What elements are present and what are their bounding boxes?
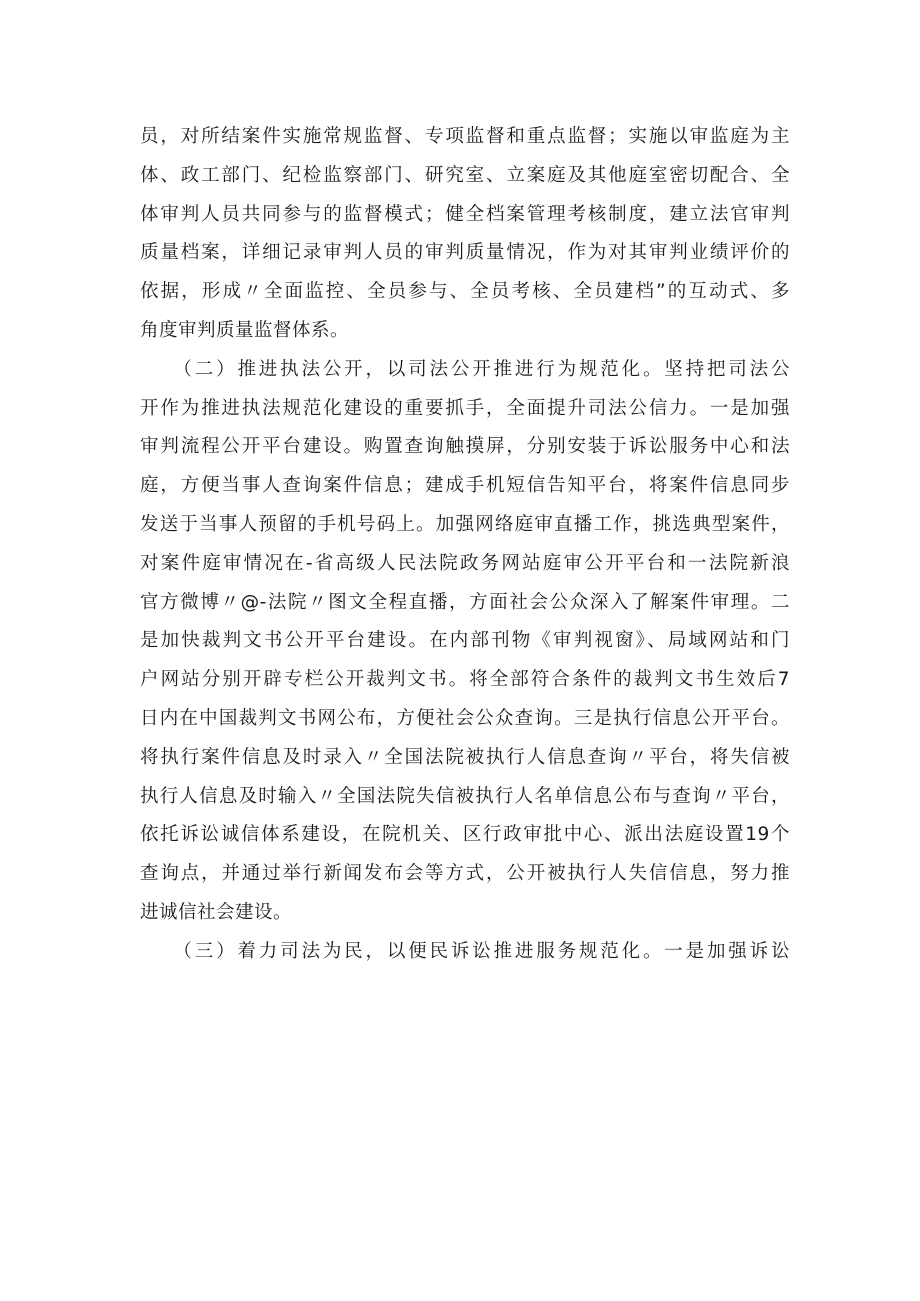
text-line: 将执行案件信息及时录入〃全国法院被执行人信息查询〃平台，将失信被 — [140, 746, 790, 768]
text-line: 员，对所结案件实施常规监督、专项监督和重点监督；实施以审监庭为主 — [140, 126, 790, 147]
text-line: 体审判人员共同参与的监督模式；健全档案管理考核制度，建立法官审判 — [140, 203, 790, 225]
text-line: 日内在中国裁判文书网公布，方便社会公众查询。三是执行信息公开平台。 — [140, 707, 790, 729]
text-line: 体、政工部门、纪检监察部门、研究室、立案庭及其他庭室密切配合、全 — [140, 164, 790, 186]
text-line: 开作为推进执法规范化建设的重要抓手，全面提升司法公信力。一是加强 — [140, 397, 790, 419]
text-line: （三）着力司法为民，以便民诉讼推进服务规范化。一是加强诉讼 — [140, 940, 790, 962]
text-line: 审判流程公开平台建设。购置查询触摸屏，分别安装于诉讼服务中心和法 — [140, 436, 790, 458]
text-line: （二）推进执法公开，以司法公开推进行为规范化。坚持把司法公 — [140, 358, 790, 380]
text-line: 角度审判质量监督体系。 — [140, 319, 350, 341]
text-line: 查询点，并通过举行新闻发布会等方式，公开被执行人失信信息，努力推 — [140, 863, 790, 885]
text-line: 户网站分别开辟专栏公开裁判文书。将全部符合条件的裁判文书生效后7 — [140, 669, 790, 691]
text-line: 进诚信社会建设。 — [140, 901, 293, 923]
text-line: 依据，形成〃全面监控、全员参与、全员考核、全员建档”的互动式、多 — [140, 281, 790, 303]
text-line: 依托诉讼诚信体系建设，在院机关、区行政审批中心、派出法庭设置19个 — [140, 824, 790, 846]
text-line: 庭，方便当事人查询案件信息；建成手机短信告知平台，将案件信息同步 — [140, 475, 790, 497]
text-line: 质量档案，详细记录审判人员的审判质量情况，作为对其审判业绩评价的 — [140, 242, 790, 264]
text-line: 是加快裁判文书公开平台建设。在内部刊物《审判视窗》、局域网站和门 — [140, 630, 790, 652]
text-line: 执行人信息及时输入〃全国法院失信被执行人名单信息公布与查询〃平台， — [140, 785, 790, 807]
document-body — [140, 118, 790, 972]
text-line: 官方微博〃@-法院〃图文全程直播，方面社会公众深入了解案件审理。二 — [140, 591, 790, 613]
text-line: 发送于当事人预留的手机号码上。加强网络庭审直播工作，挑选典型案件， — [140, 513, 790, 535]
text-line: 对案件庭审情况在-省高级人民法院政务网站庭审公开平台和一法院新浪 — [140, 552, 790, 574]
